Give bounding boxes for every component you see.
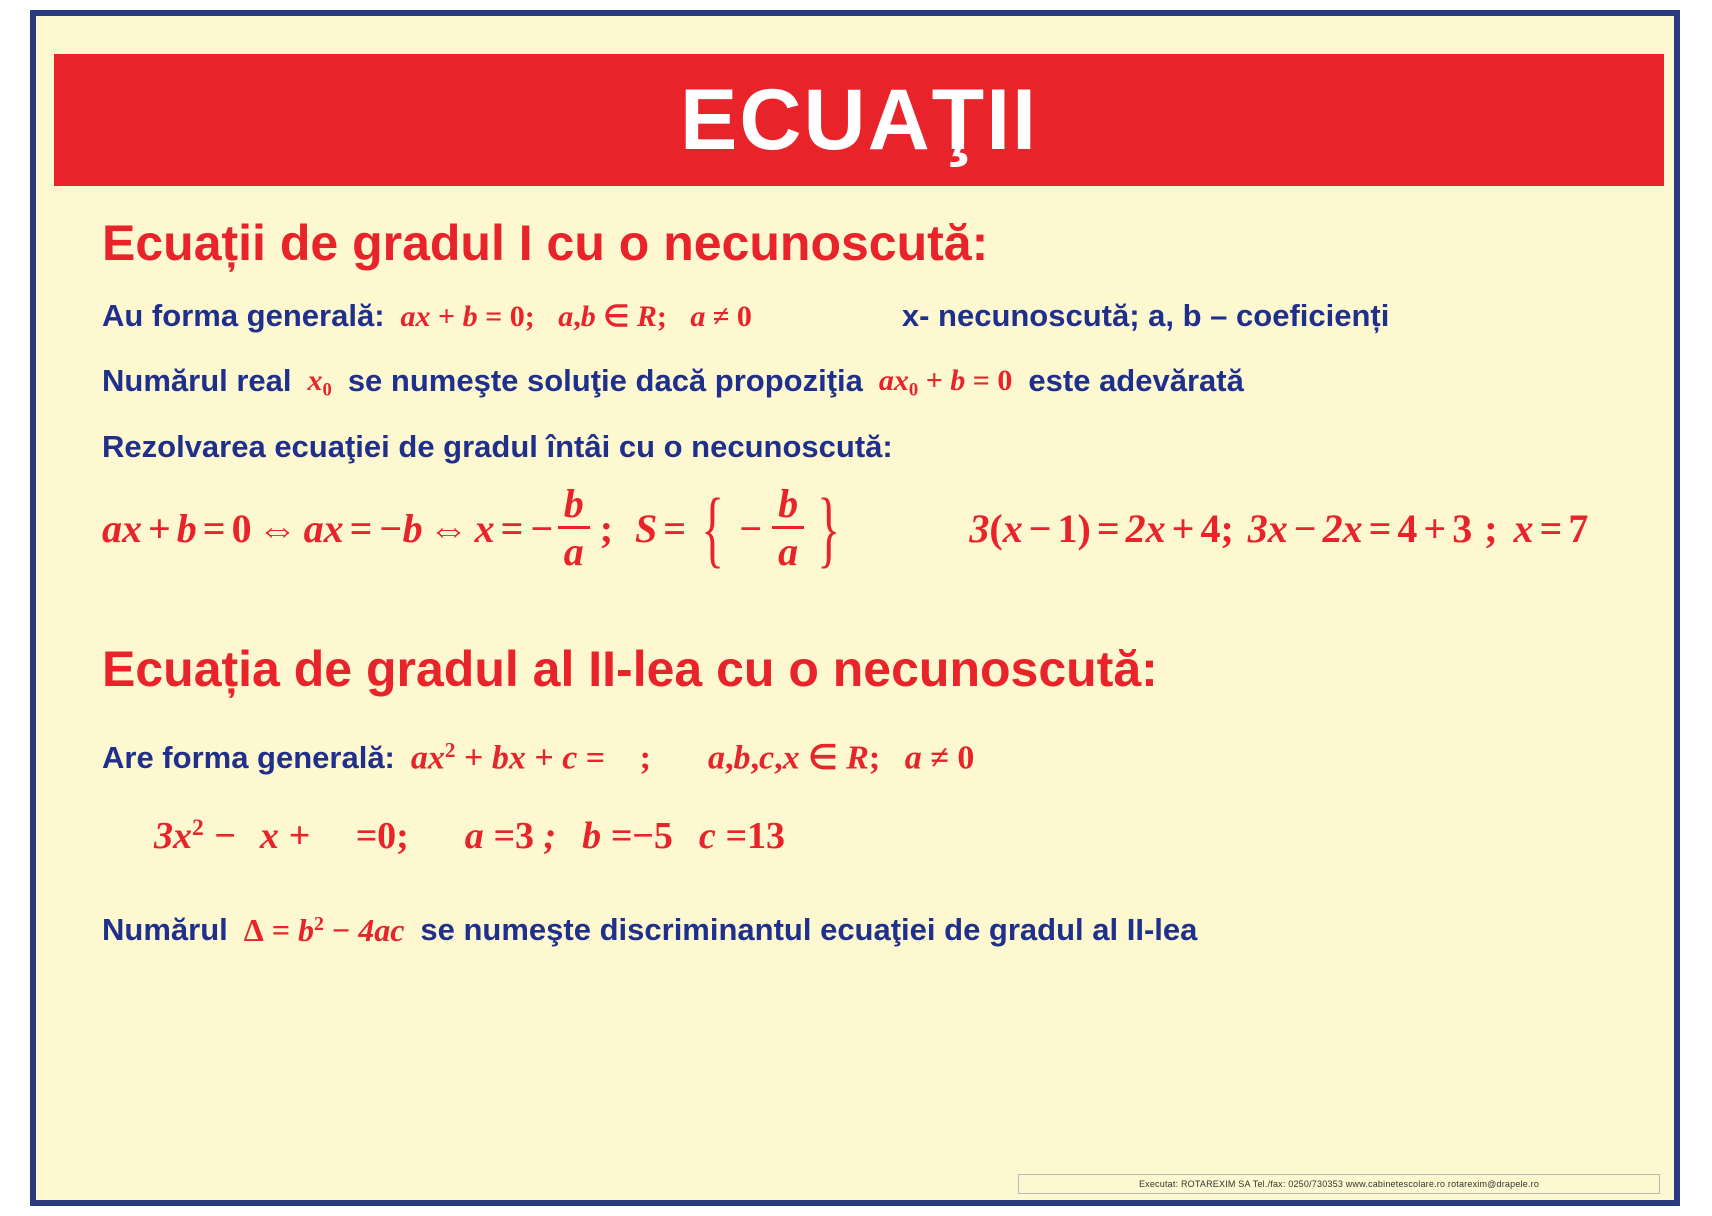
right-brace-icon: } [817,479,841,576]
solving-line: Rezolvarea ecuaţiei de gradul întâi cu o necunoscută: [102,428,893,464]
title-banner [54,54,1664,186]
discriminant-line [102,910,1616,950]
iff-icon-2: ⇔ [428,505,469,551]
worked-example-degree-one: 3(x − 1) = 2x + 4; 3x − 2x = 4 + 3 ; x = 7 [969,505,1589,551]
discriminant-part1: Numărul [102,912,228,948]
solution-set-label: S = [635,505,687,551]
minus-sign: − [739,505,763,551]
section-heading-degree-two: Ecuația de gradul al II-lea cu o necunoscută: [102,641,1158,698]
fraction-numerator: b [563,481,584,527]
quadratic-example-a: a =3 ; [464,815,557,858]
fraction-b-over-a [558,481,590,575]
fraction-b-over-a-2 [772,481,804,575]
quadratic-form-label: Are forma generală: [102,740,395,776]
publisher-footer: Executat: ROTAREXIM SA Tel./fax: 0250/730353 www.cabinetescolare.ro rotarexim@drapele.ro [1018,1174,1660,1194]
quadratic-example-b: b =−5 [582,815,673,858]
fraction-denominator: a [558,526,590,572]
section-heading-degree-one: Ecuații de gradul I cu o necunoscută: [102,215,989,271]
quadratic-worked-example [154,814,1616,858]
poster-content [36,192,1674,950]
solution-derivation [102,479,1616,576]
proposition-formula: $ax_0 + b = 0$ [878,363,1013,401]
general-form-formula: ax + b = 0; a,b ∈ R; a ≠ 0 [400,299,752,333]
poster-sheet [30,10,1680,1206]
quadratic-example-equation: $3x^2 - x + =0$; [154,815,409,858]
solution-term-3: x = − [474,505,554,551]
fraction-numerator: b [778,481,799,527]
general-form-line [102,297,1616,336]
quadratic-form-formula: $ax^2$ + bx + c = ; a,b,c,x ∈ R; a ≠ 0 [410,738,975,777]
general-form-label: Au forma generală: [102,298,385,333]
iff-icon: ⇔ [257,505,298,551]
discriminant-part2: se numeşte discriminantul ecuaţiei de gradul al II-lea [420,912,1198,948]
coefficients-note: x- necunoscută; a, b – coeficienți [901,298,1390,333]
real-number-line [102,362,1616,402]
real-number-part2: se numeşte soluţie dacă propoziţia [347,363,863,399]
quadratic-general-form-line [102,737,1616,780]
x-zero-symbol: $x_0$ [307,363,332,401]
fraction-denominator: a [772,526,804,572]
left-brace-icon: { [701,479,725,576]
real-number-part3: este adevărată [1028,363,1244,399]
solution-term-2: ax = −b [303,505,423,551]
discriminant-formula: $\Delta = b^2 - 4ac$ [243,912,405,949]
quadratic-example-c: c =13 [698,815,785,858]
real-number-part1: Numărul real [102,363,292,399]
semicolon: ; [599,505,614,551]
solution-term-1: ax + b = 0 [102,505,252,551]
page-title: ECUAŢII [680,72,1038,168]
